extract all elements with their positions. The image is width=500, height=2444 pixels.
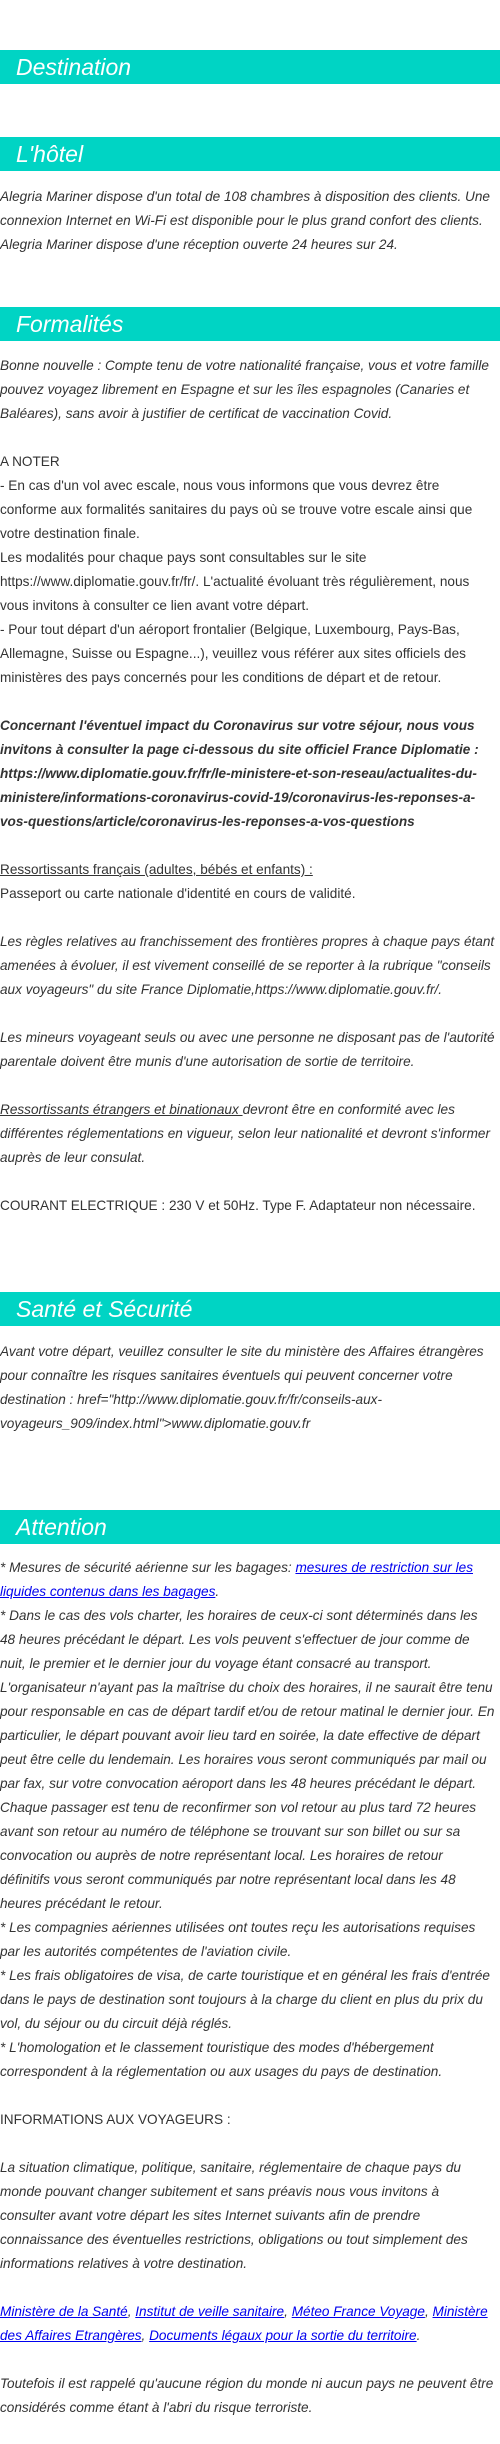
section-header-hotel: L'hôtel bbox=[0, 137, 500, 171]
sante-text: Avant votre départ, veuillez consulter le site du ministère des Affaires étrangères pour connaître les risques sanitaires éventuels qui peuvent concerner votre destination : href="http://www.diplomatie.gouv.fr/fr/conseils-aux-voyageurs_909/index.html">www.diplomatie.gouv.fr bbox=[0, 1344, 484, 1431]
regles-frontieres: Les règles relatives au franchissement des frontières propres à chaque pays étant amenées à évoluer, il est vivement conseillé de se reporter à la rubrique "conseils aux voyageurs" du site France Diplomatie,https://www.diplomatie.gouv.fr/. bbox=[0, 934, 495, 997]
hotel-section bbox=[0, 185, 500, 257]
link-institut-veille-sanitaire[interactable]: Institut de veille sanitaire bbox=[135, 2304, 285, 2319]
formalites-intro: Bonne nouvelle : Compte tenu de votre nationalité française, vous et votre famille pouvez voyagez librement en Espagne et sur les îles espagnoles (Canaries et Baléares), sans avoir à justifier de certificat de vaccination Covid. bbox=[0, 358, 489, 421]
liquides-restriction-link[interactable]: mesures de restriction sur les liquides contenus dans les bagages bbox=[0, 1560, 473, 1599]
terrorisme-notice: Toutefois il est rappelé qu'aucune région du monde ni aucun pays ne peuvent être considérés comme étant à l'abri du risque terroriste. bbox=[0, 2376, 494, 2415]
covid-notice: Concernant l'éventuel impact du Coronavirus sur votre séjour, nous vous invitons à consulter la page ci-dessous du site officiel France Diplomatie : https://www.diplomatie.gouv.fr/fr/le-ministere-et-son-reseau/actualites-du-ministere/informations-coronavirus-covid-19/coronavirus-les-reponses-a-vos-questions/article/coronavirus-les-reponses-a-vos-questions bbox=[0, 718, 479, 829]
link-sep: . bbox=[416, 2328, 421, 2343]
link-documents-legaux[interactable]: Documents légaux pour la sortie du territoire bbox=[149, 2328, 417, 2343]
ressortissants-francais-text: Passeport ou carte nationale d'identité en cours de validité. bbox=[0, 886, 356, 901]
section-header-formalites: Formalités bbox=[0, 307, 500, 341]
sante-section bbox=[0, 1340, 500, 1436]
ressortissants-etrangers-heading: Ressortissants étrangers et binationaux bbox=[0, 1102, 243, 1117]
note-modalites: Les modalités pour chaque pays sont consultables sur le site https://www.diplomatie.gouv.fr/fr/. L'actualité évoluant très régulièrement, nous vous invitons à consulter ce lien avant votre départ. bbox=[0, 550, 470, 613]
section-header-attention: Attention bbox=[0, 1510, 500, 1544]
formalites-section bbox=[0, 354, 500, 1218]
link-affaires-etrangeres[interactable]: Ministère des Affaires Etrangères bbox=[0, 2304, 488, 2343]
section-header-destination: Destination bbox=[0, 50, 500, 84]
link-sep: , bbox=[127, 2304, 136, 2319]
frais-notice: * Les frais obligatoires de visa, de carte touristique et en général les frais d'entrée dans le pays de destination sont toujours à la charge du client en plus du prix du vol, du séjour ou du circuit déjà réglés. bbox=[0, 1968, 490, 2031]
link-meteo-france-voyage[interactable]: Méteo France Voyage bbox=[291, 2304, 425, 2319]
ressortissants-etrangers bbox=[0, 1098, 496, 1170]
link-sep: , bbox=[141, 2328, 150, 2343]
bagages-notice bbox=[0, 1556, 496, 1604]
courant-electrique: COURANT ELECTRIQUE : 230 V et 50Hz. Type F. Adaptateur non nécessaire. bbox=[0, 1198, 476, 1213]
situation-notice: La situation climatique, politique, sanitaire, réglementaire de chaque pays du monde pouvant changer subitement et sans préavis nous vous invitons à consulter avant votre départ les sites Internet suivants afin de prendre connaissance des éventuelles restrictions, obligations ou tout simplement des informations relatives à votre destination. bbox=[0, 2160, 468, 2271]
bagages-prefix: * Mesures de sécurité aérienne sur les bagages: bbox=[0, 1560, 296, 1575]
bagages-suffix: . bbox=[215, 1584, 220, 1599]
info-voyageurs-heading: INFORMATIONS AUX VOYAGEURS : bbox=[0, 2112, 231, 2127]
link-sep: , bbox=[284, 2304, 292, 2319]
ressortissants-francais-heading: Ressortissants français (adultes, bébés et enfants) : bbox=[0, 862, 313, 877]
official-links bbox=[0, 2300, 496, 2348]
note-aeroport-frontalier: - Pour tout départ d'un aéroport frontalier (Belgique, Luxembourg, Pays-Bas, Allemagne, Suisse ou Espagne...), veuillez vous référer aux sites officiels des ministères des pays concernés pour les conditions de départ et de retour. bbox=[0, 622, 466, 685]
section-header-sante: Santé et Sécurité bbox=[0, 1292, 500, 1326]
link-ministere-sante[interactable]: Ministère de la Santé bbox=[0, 2304, 128, 2319]
note-heading: A NOTER bbox=[0, 454, 60, 469]
vols-charter-notice: * Dans le cas des vols charter, les horaires de ceux-ci sont déterminés dans les 48 heures précédant le départ. Les vols peuvent s'effectuer de jour comme de nuit, le premier et le dernier jour du voyage étant consacré au transport. L'organisateur n'ayant pas la maîtrise du choix des horaires, il ne saurait être tenu pour responsable en cas de départ tardif et/ou de retour matinal le dernier jour. En particulier, le départ pouvant avoir lieu tard en soirée, la date effective de départ peut être celle du lendemain. Les horaires vous seront communiqués par mail ou par fax, sur votre convocation aéroport dans les 48 heures précédant le départ. Chaque passager est tenu de reconfirmer son vol retour au plus tard 72 heures avant son retour au numéro de téléphone se trouvant sur son billet ou sur sa convocation ou auprès de notre représentant local. Les horaires de retour définitifs vous seront communiqués par notre représentant local dans les 48 heures précédant le retour. bbox=[0, 1608, 495, 1911]
link-sep: , bbox=[424, 2304, 433, 2319]
homologation-notice: * L'homologation et le classement touristique des modes d'hébergement correspondent à la réglementation ou aux usages du pays de destination. bbox=[0, 2040, 443, 2079]
attention-section bbox=[0, 1556, 500, 2420]
note-escale: - En cas d'un vol avec escale, nous vous informons que vous devrez être conforme aux formalités sanitaires du pays où se trouve votre escale ainsi que votre destination finale. bbox=[0, 478, 473, 541]
ressortissants-etrangers-text: devront être en conformité avec les différentes réglementations en vigueur, selon leur nationalité et devront s'informer auprès de leur consulat. bbox=[0, 1102, 490, 1165]
compagnies-notice: * Les compagnies aériennes utilisées ont toutes reçu les autorisations requises par les autorités compétentes de l'aviation civile. bbox=[0, 1920, 476, 1959]
hotel-description: Alegria Mariner dispose d'un total de 108 chambres à disposition des clients. Une connexion Internet en Wi-Fi est disponible pour le plus grand confort des clients. Alegria Mariner dispose d'une réception ouverte 24 heures sur 24. bbox=[0, 189, 490, 252]
mineurs-notice: Les mineurs voyageant seuls ou avec une personne ne disposant pas de l'autorité parentale doivent être munis d'une autorisation de sortie de territoire. bbox=[0, 1030, 495, 1069]
